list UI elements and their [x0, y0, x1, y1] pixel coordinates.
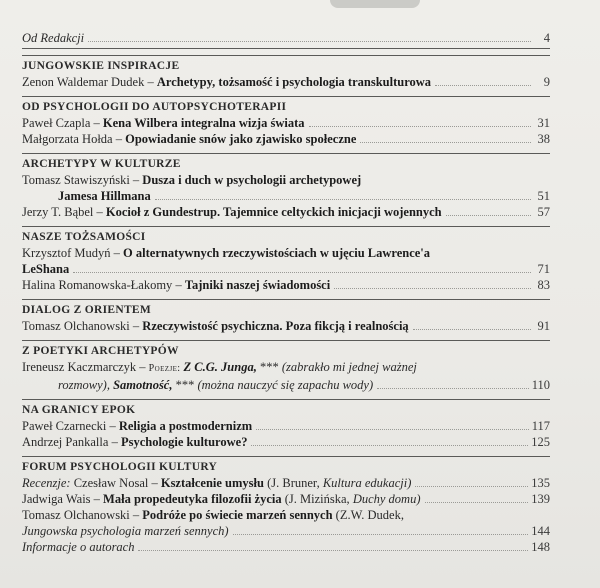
toc-entry-continued[interactable] [22, 523, 550, 539]
dot-leader [446, 215, 531, 216]
page-number: 117 [531, 419, 550, 433]
entry-author: Tomasz Olchanowski [22, 508, 130, 522]
reviews-label: Recenzje: [22, 476, 71, 490]
poem-subtitle: (można nauczyć się zapachu wody) [197, 378, 374, 392]
entry-title: Kształcenie umysłu [160, 476, 264, 490]
toc-section [22, 299, 550, 334]
entry-author: Halina Romanowska-Łakomy [22, 278, 173, 292]
entry-author: Paweł Czapla [22, 116, 91, 130]
dot-leader [73, 272, 531, 273]
page-number: 125 [531, 435, 550, 449]
section-title: NASZE TOŻSAMOŚCI [22, 231, 146, 243]
toc-section [22, 226, 550, 293]
dot-leader [251, 445, 528, 446]
entry-author: Zenon Waldemar Dudek [22, 75, 145, 89]
toc-section-forum [22, 456, 550, 555]
dot-leader [425, 502, 529, 503]
page-number: 31 [537, 116, 550, 130]
entry-title: Mała propedeutyka filozofii życia [103, 492, 282, 506]
page-number: 38 [537, 132, 550, 146]
page-number: 110 [531, 378, 550, 392]
section-title: JUNGOWSKIE INSPIRACJE [22, 60, 180, 72]
entry-title: Opowiadanie snów jako zjawisko społeczne [125, 132, 357, 146]
page-number: 4 [543, 31, 550, 45]
toc-entry-intro[interactable] [22, 30, 550, 49]
dot-leader [435, 85, 531, 86]
toc-entry[interactable]: Recenzje: Czesław Nosal – Kształcenie umysłu (J. Bruner, Kultura edukacji) 135 [22, 476, 550, 490]
toc-entry[interactable]: Małgorzata Hołda – Opowiadanie snów jako zjawisko społeczne 38 [22, 132, 550, 146]
entry-ref-title: Jungowska psychologia marzeń sennych) [22, 524, 229, 538]
toc-entry[interactable]: Zenon Waldemar Dudek – Archetypy, tożsamość i psychologia transkulturowa 9 [22, 75, 550, 89]
page-number: 135 [531, 476, 550, 490]
dot-leader [138, 550, 528, 551]
toc-entry[interactable]: Tomasz Olchanowski – Rzeczywistość psychiczna. Poza fikcją i realnością 91 [22, 319, 550, 333]
toc-entry[interactable]: Tomasz Olchanowski – Podróże po świecie marzeń sennych (Z.W. Dudek, [22, 508, 404, 522]
entry-title: Od Redakcji [22, 31, 85, 45]
entry-title: Psychologie kulturowe? [120, 435, 248, 449]
dot-leader [88, 41, 531, 42]
page-number: 148 [531, 540, 550, 554]
entry-author: Ireneusz Kaczmarczyk [22, 360, 137, 374]
entry-title: Archetypy, tożsamość i psychologia transkulturowa [156, 75, 432, 89]
top-edge-shadow [330, 0, 420, 8]
toc-entry[interactable]: Halina Romanowska-Łakomy – Tajniki naszej świadomości 83 [22, 278, 550, 292]
entry-author: Czesław Nosal [73, 476, 149, 490]
entry-author: Małgorzata Hołda [22, 132, 113, 146]
toc-entry[interactable]: Krzysztof Mudyń – O alternatywnych rzeczywistościach w ujęciu Lawrence'a [22, 246, 431, 260]
entry-author: Tomasz Olchanowski [22, 319, 130, 333]
entry-title: Kocioł z Gundestrup. Tajemnice celtyckich inicjacji wojennych [105, 205, 442, 219]
dot-leader [233, 534, 529, 535]
entry-author: Krzysztof Mudyń [22, 246, 111, 260]
entry-title-continued: LeShana [22, 262, 70, 276]
toc-section [22, 153, 550, 220]
page-number: 83 [537, 278, 550, 292]
entry-title: Podróże po świecie marzeń sennych [142, 508, 333, 522]
page-number: 91 [537, 319, 550, 333]
entry-title: Rzeczywistość psychiczna. Poza fikcją i realnością [142, 319, 409, 333]
toc-entry[interactable]: Paweł Czarnecki – Religia a postmodernizm 117 [22, 419, 550, 433]
toc-section [22, 55, 550, 90]
entry-author: Jerzy T. Bąbel [22, 205, 94, 219]
stars-mark: *** [259, 360, 279, 374]
entry-title-continued: Jamesa Hillmana [58, 189, 151, 203]
dot-leader [309, 126, 531, 127]
page-number: 57 [537, 205, 550, 219]
toc-entry-continued[interactable] [22, 261, 550, 277]
dot-leader [415, 486, 528, 487]
toc-entry-authors-info[interactable] [22, 539, 550, 555]
poem-title: Z C.G. Junga, [183, 360, 257, 374]
stars-mark: *** [175, 378, 195, 392]
toc-entry[interactable]: Jerzy T. Bąbel – Kocioł z Gundestrup. Tajemnice celtyckich inicjacji wojennych 57 [22, 205, 550, 219]
entry-title: Tajniki naszej świadomości [184, 278, 331, 292]
entry-ref: (J. Mizińska, [284, 492, 350, 506]
toc-section [22, 399, 550, 450]
toc-entry-continued[interactable] [22, 188, 550, 204]
dot-leader [155, 199, 531, 200]
toc-entry[interactable]: Ireneusz Kaczmarczyk – Poezje: Z C.G. Junga, *** (zabrakło mi jednej ważnej [22, 360, 417, 374]
entry-author: Andrzej Pankalla [22, 435, 109, 449]
page-number: 71 [537, 262, 550, 276]
page-number: 9 [543, 75, 550, 89]
entry-title: Informacje o autorach [22, 540, 135, 554]
entry-ref: (Z.W. Dudek, [335, 508, 404, 522]
section-title: Z POETYKI ARCHETYPÓW [22, 345, 179, 357]
toc-entry-continued[interactable] [22, 377, 550, 393]
poem-subtitle: (zabrakło mi jednej ważnej [281, 360, 417, 374]
entry-title: Kena Wilbera integralna wizja świata [102, 116, 305, 130]
entry-title: Religia a postmodernizm [118, 419, 253, 433]
entry-ref-title: Kultura edukacji) [322, 476, 412, 490]
page-number: 51 [537, 189, 550, 203]
dot-leader [377, 388, 529, 389]
entry-title: O alternatywnych rzeczywistościach w ujęciu Lawrence'a [123, 246, 431, 260]
toc-entry[interactable]: Andrzej Pankalla – Psychologie kulturowe? 125 [22, 435, 550, 449]
dot-leader [256, 429, 529, 430]
toc-section [22, 96, 550, 147]
entry-author: Jadwiga Wais [22, 492, 91, 506]
table-of-contents [22, 30, 550, 555]
toc-section-poetry [22, 340, 550, 393]
section-title: NA GRANICY EPOK [22, 404, 136, 416]
poem-subtitle-continued: rozmowy), [58, 378, 110, 392]
toc-entry[interactable]: Tomasz Stawiszyński – Dusza i duch w psychologii archetypowej [22, 173, 362, 187]
section-title: DIALOG Z ORIENTEM [22, 304, 152, 316]
toc-entry[interactable]: Jadwiga Wais – Mała propedeutyka filozofii życia (J. Mizińska, Duchy domu) 139 [22, 492, 550, 506]
poetry-label: Poezje: [148, 363, 181, 374]
page-number: 144 [531, 524, 550, 538]
entry-author: Paweł Czarnecki [22, 419, 107, 433]
section-title: OD PSYCHOLOGII DO AUTOPSYCHOTERAPII [22, 101, 287, 113]
dot-leader [334, 288, 531, 289]
section-title: ARCHETYPY W KULTURZE [22, 158, 181, 170]
toc-entry[interactable]: Paweł Czapla – Kena Wilbera integralna wizja świata 31 [22, 116, 550, 130]
dot-leader [413, 329, 531, 330]
entry-title: Dusza i duch w psychologii archetypowej [142, 173, 362, 187]
poem-title: Samotność, [113, 378, 173, 392]
entry-ref: (J. Bruner, [267, 476, 320, 490]
page-number: 139 [531, 492, 550, 506]
section-title: FORUM PSYCHOLOGII KULTURY [22, 461, 218, 473]
entry-ref-title: Duchy domu) [352, 492, 421, 506]
dot-leader [360, 142, 531, 143]
entry-author: Tomasz Stawiszyński [22, 173, 130, 187]
